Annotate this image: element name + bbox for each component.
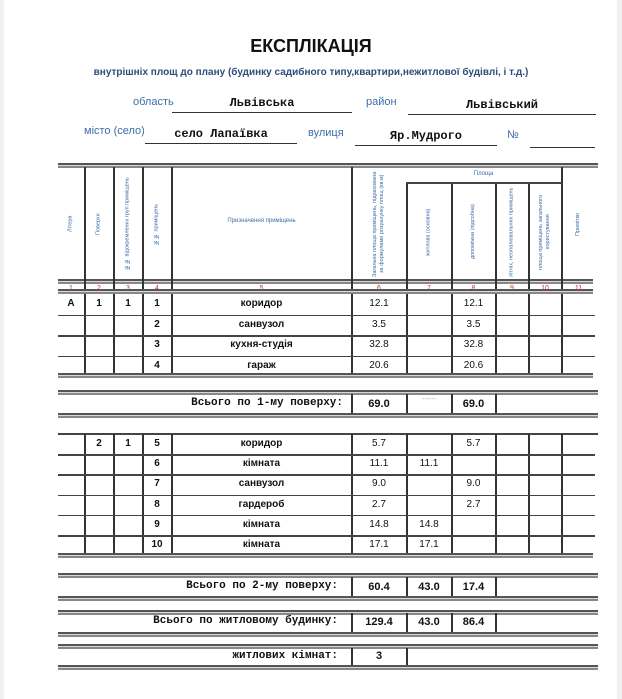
- header-living: житлова (основна): [425, 208, 432, 256]
- floor1-bottom-border: [58, 373, 593, 378]
- building-total-bottom: [58, 632, 598, 637]
- cell-room: 10: [151, 539, 163, 550]
- city-label: місто (село): [84, 125, 145, 137]
- colnum: 1: [69, 285, 73, 292]
- cell-aux: 12.1: [463, 298, 484, 309]
- cell-total: 17.1: [369, 539, 389, 550]
- cell-living: 17.1: [419, 539, 439, 550]
- living-rooms-top: [58, 644, 598, 649]
- building-total-label: Всього по житловому будинку:: [153, 615, 338, 627]
- header-auxiliary: допоміжна (підсобна): [470, 204, 476, 260]
- colnum: 11: [574, 285, 583, 292]
- floor2-bottom-border: [58, 553, 593, 558]
- floor2-total-living: 43.0: [418, 581, 440, 593]
- header-bottom-border: [58, 279, 593, 284]
- header-balcony: літніх, неопалювальних приміщень: [508, 187, 515, 277]
- number-value: [530, 131, 595, 148]
- cell-name: коридор: [240, 298, 283, 309]
- cell-floor: 1: [96, 298, 102, 309]
- living-rooms-bottom: [58, 665, 598, 670]
- cell-floor: 2: [96, 438, 102, 449]
- cell-total: 2.7: [372, 498, 386, 510]
- cell-aux: 32.8: [463, 339, 484, 350]
- header-group: №№ відокремлених груп приміщень: [124, 177, 131, 271]
- cell-name: кухня-студія: [230, 339, 293, 350]
- cell-aux: 5.7: [466, 438, 481, 449]
- header-top-border: [58, 163, 598, 168]
- colnum: 6: [377, 285, 381, 292]
- oblast-label: область: [133, 96, 174, 108]
- number-label: №: [507, 129, 519, 141]
- cell-name: гараж: [247, 359, 276, 371]
- floor2-total-label: Всього по 2-му поверху:: [186, 580, 338, 592]
- cell-name: кімната: [242, 539, 281, 550]
- cell-name: кімната: [242, 458, 281, 470]
- floor1-total-area: 69.0: [368, 398, 390, 410]
- colnum: 7: [427, 285, 431, 292]
- floor2-total-bottom: [58, 596, 598, 601]
- floor1-total-living: ------: [422, 396, 436, 403]
- colnum: 3: [126, 285, 130, 292]
- header-poverkh: Поверхи: [95, 213, 102, 235]
- living-rooms-label: житлових кімнат:: [232, 650, 338, 662]
- colnum: 9: [510, 285, 514, 292]
- floor1-total-label: Всього по 1-му поверху:: [191, 397, 343, 409]
- floor2-total-aux: 17.4: [462, 581, 485, 593]
- colnum: 4: [155, 285, 159, 292]
- header-notes: Примітки: [575, 212, 581, 236]
- cell-litera: А: [67, 298, 75, 309]
- cell-aux: 3.5: [466, 318, 481, 330]
- cell-name: коридор: [240, 438, 283, 449]
- building-total-area: 129.4: [365, 616, 393, 628]
- cell-room: 9: [154, 518, 160, 530]
- cell-aux: 2.7: [466, 498, 481, 510]
- cell-group: 1: [125, 298, 131, 309]
- cell-total: 20.6: [369, 359, 389, 371]
- street-value: Яр.Мудрого: [355, 129, 497, 146]
- cell-aux: 9.0: [466, 478, 481, 490]
- cell-room: 2: [154, 318, 160, 330]
- city-value: село Лапаївка: [145, 127, 297, 144]
- floor2-total-area: 60.4: [368, 581, 390, 593]
- cell-group: 1: [125, 438, 131, 449]
- street-label: вулиця: [308, 127, 344, 139]
- cell-total: 12.1: [369, 298, 389, 309]
- cell-room: 5: [154, 438, 160, 449]
- building-total-aux: 86.4: [462, 616, 485, 628]
- document-subtitle: внутрішніх площ до плану (будинку садибного типу,квартири,нежитлової будівлі, і т.д.): [93, 67, 529, 78]
- cell-total: 5.7: [372, 438, 386, 449]
- living-rooms-value: 3: [375, 650, 383, 662]
- cell-room: 1: [154, 298, 160, 309]
- cell-name: кімната: [242, 518, 281, 530]
- floor1-total-top: [58, 390, 598, 395]
- cell-room: 4: [154, 359, 160, 371]
- colnum: 5: [259, 285, 264, 292]
- oblast-value: Львівська: [172, 96, 352, 113]
- cell-total: 32.8: [369, 339, 389, 350]
- cell-total: 14.8: [369, 518, 389, 530]
- cell-name: санвузол: [238, 478, 285, 490]
- raion-label: район: [366, 96, 397, 108]
- floor1-total-aux: 69.0: [462, 398, 485, 410]
- header-purpose: Призначення приміщень: [227, 218, 296, 224]
- cell-room: 7: [154, 478, 160, 490]
- header-common: площа приміщень загального користування: [538, 194, 551, 270]
- colnum: 8: [471, 285, 476, 292]
- document-title: ЕКСПЛІКАЦІЯ: [250, 36, 372, 56]
- cell-total: 11.1: [369, 458, 389, 470]
- cell-total: 3.5: [372, 318, 386, 330]
- cell-aux: 20.6: [463, 359, 484, 371]
- header-room-no: №№ приміщень: [153, 203, 160, 245]
- cell-living: 11.1: [419, 458, 439, 470]
- cell-room: 3: [154, 339, 160, 350]
- cell-living: 14.8: [419, 518, 439, 530]
- cell-room: 8: [154, 498, 160, 510]
- floor2-total-top: [58, 573, 598, 578]
- header-total-area: Загальна площа приміщень, підрахована за формулами розрахунку площ (кв.м): [372, 171, 385, 277]
- header-area-group: Площа: [473, 171, 494, 177]
- cell-name: санвузол: [238, 318, 285, 330]
- building-total-living: 43.0: [418, 616, 440, 628]
- raion-value: Львівський: [408, 98, 596, 115]
- cell-room: 6: [154, 458, 160, 470]
- header-litera: Літера: [67, 215, 74, 233]
- colnum: 2: [97, 285, 101, 292]
- cell-name: гардероб: [238, 498, 285, 510]
- floor1-total-bottom: [58, 413, 598, 418]
- colnum: 10: [541, 285, 549, 292]
- cell-total: 9.0: [372, 478, 386, 490]
